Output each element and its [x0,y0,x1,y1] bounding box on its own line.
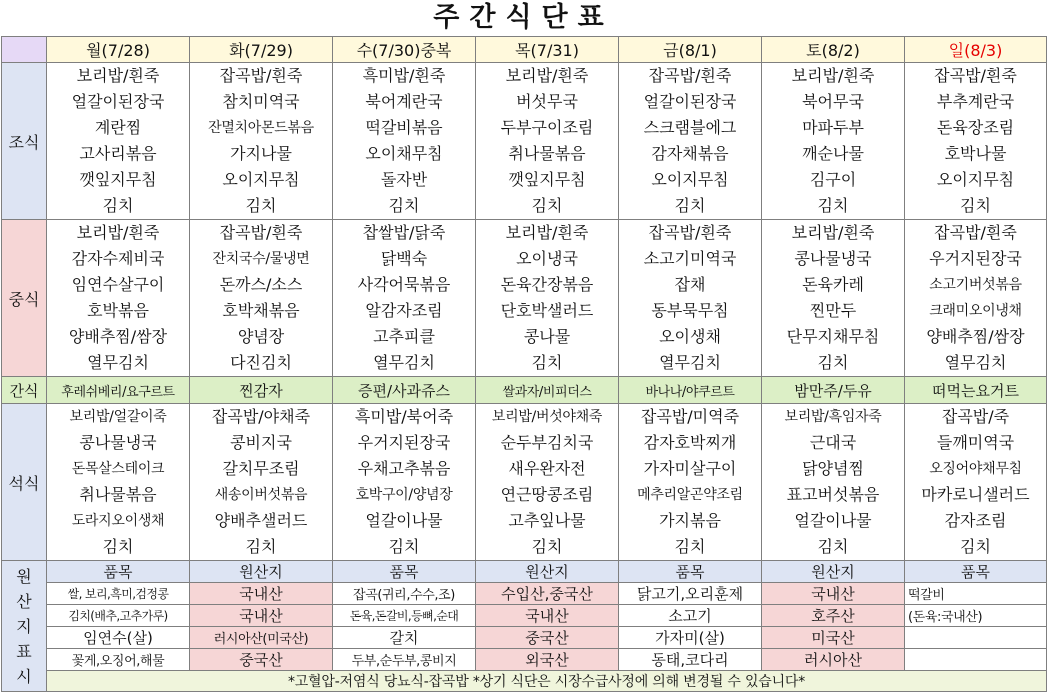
origin-country: 수입산,중국산 [476,583,619,605]
menu-item: 돈육장조림 [936,118,1015,137]
origin-country: 러시아산 [762,649,905,671]
menu-item: 버섯무국 [516,92,578,111]
day-header: 수(7/30)중복 [333,37,476,63]
menu-item: 잡곡밥/미역죽 [640,407,740,426]
origin-country: 호주산 [762,605,905,627]
menu-item: 갈치무조림 [222,459,300,478]
origin-header: 원산지 [762,561,905,583]
menu-item: 보리밥/흰죽 [505,223,589,242]
snack-cell: 떠먹는요거트 [905,377,1047,404]
menu-item: 보리밥/흰죽 [505,66,589,85]
menu-item: 오이냉국 [516,249,578,268]
meal-cell [762,404,905,561]
origin-item: 동태,코다리 [619,649,762,671]
menu-item: 얼갈이나물 [794,511,872,530]
menu-item: 콩나물냉국 [79,433,157,452]
origin-row [2,583,1047,605]
menu-item: 메추리알곤약조림 [637,487,743,503]
origin-label-text: 원 산 지 표 시 [16,566,32,686]
menu-item: 마카로니샐러드 [921,485,1030,504]
menu-item: 보리밥/흰죽 [76,66,160,85]
lunch-row [2,220,1047,377]
menu-item: 닭백숙 [380,249,428,268]
menu-item: 열무김치 [659,353,721,372]
menu-item: 보리밥/흰죽 [791,223,875,242]
menu-item: 김치 [531,537,563,556]
menu-item: 두부구이조림 [500,118,594,137]
origin-header: 품목 [333,561,476,583]
origin-item: 가자미(살) [619,627,762,649]
day-header: 목(7/31) [476,37,619,63]
menu-item: 근대국 [809,433,857,452]
snack-cell: 증편/사과쥬스 [333,377,476,404]
meal-cell [762,63,905,220]
meal-cell [476,220,619,377]
menu-item: 김치 [102,196,134,215]
origin-country: 러시아산(미국산) [190,627,333,649]
menu-item: 우채고추볶음 [357,459,451,478]
menu-item: 닭양념찜 [802,459,864,478]
menu-item: 크래미오이냉채 [929,303,1022,319]
meal-cell [333,404,476,561]
menu-item: 양배추찜/쌈장 [68,327,168,346]
menu-item: 단호박샐러드 [500,301,594,320]
meal-label-lunch: 중식 [2,220,47,377]
origin-item: 잡곡(귀리,수수,조) [333,583,476,605]
meal-label-snack: 간식 [2,377,47,404]
origin-header: 품목 [619,561,762,583]
menu-item: 김치 [960,196,991,215]
menu-item: 오이생채 [659,327,721,346]
menu-item: 고추잎나물 [508,511,586,530]
menu-item: 양념장 [237,327,285,346]
menu-item: 돈육간장볶음 [500,275,594,294]
menu-item: 오이채무침 [365,144,443,163]
day-header: 화(7/29) [190,37,333,63]
menu-item: 김치 [960,537,991,556]
meal-cell [476,404,619,561]
menu-item: 취나물볶음 [79,485,157,504]
menu-item: 새송이버섯볶음 [214,487,308,503]
menu-item: 양배추샐러드 [214,511,308,530]
meal-cell [619,63,762,220]
menu-item: 소고기버섯볶음 [929,277,1022,293]
meal-cell [333,63,476,220]
menu-item: 도라지오이생채 [71,513,165,529]
menu-item: 잡곡밥/흰죽 [219,66,303,85]
origin-header: 품목 [47,561,190,583]
menu-item: 잡곡밥/흰죽 [934,66,1017,85]
menu-item: 김치 [674,537,706,556]
origin-item: 쌀, 보리,흑미,검정콩 [47,583,190,605]
origin-item: 꽃게,오징어,해물 [47,649,190,671]
origin-country: 중국산 [476,627,619,649]
meal-cell [762,220,905,377]
meal-cell [190,220,333,377]
origin-item: (돈육:국내산) [905,605,1047,627]
menu-item: 참치미역국 [222,92,300,111]
menu-item: 고추피클 [373,327,435,346]
menu-item: 김치 [531,196,563,215]
day-header: 월(7/28) [47,37,190,63]
menu-item: 북어계란국 [365,92,443,111]
menu-item: 사각어묵볶음 [357,275,451,294]
menu-item: 돌자반 [380,170,428,189]
origin-item: 임연수(살) [47,627,190,649]
menu-item: 연근땅콩조림 [500,485,594,504]
menu-item: 다진김치 [230,353,292,372]
menu-item: 들깨미역국 [936,433,1015,452]
menu-item: 보리밥/버섯야채죽 [491,409,603,425]
menu-item: 잡곡밥/흰죽 [648,223,732,242]
menu-item: 양배추찜/쌈장 [926,327,1025,346]
origin-item: 두부,순두부,콩비지 [333,649,476,671]
footer-note: *고혈압-저염식 당뇨식-잡곡밥 *상기 식단은 시장수급사정에 의해 변경될 수 있습니다* [47,671,1047,692]
menu-item: 보리밥/얼갈이죽 [69,409,167,425]
menu-item: 깨순나물 [802,144,864,163]
menu-item: 흑미밥/북어죽 [354,407,454,426]
origin-item: 김치(배추,고추가루) [47,605,190,627]
menu-item: 콩나물 [523,327,571,346]
menu-item: 잡곡밥/흰죽 [219,223,303,242]
meal-cell [476,63,619,220]
origin-country: 중국산 [190,649,333,671]
day-header-sunday: 일(8/3) [905,37,1047,63]
menu-item: 김치 [817,537,849,556]
menu-item: 동부묵무침 [651,301,729,320]
menu-item: 부추계란국 [936,92,1015,111]
origin-item [905,627,1047,649]
origin-country: 외국산 [476,649,619,671]
footer-row [2,671,1047,692]
menu-item: 깻잎지무침 [508,170,586,189]
day-header: 토(8/2) [762,37,905,63]
menu-item: 찐만두 [809,301,857,320]
meal-cell [619,404,762,561]
menu-item: 가자미살구이 [643,459,737,478]
menu-item: 오이지무침 [222,170,300,189]
menu-item: 얼갈이나물 [365,511,443,530]
menu-item: 마파두부 [802,118,864,137]
menu-item: 취나물볶음 [508,144,586,163]
snack-row [2,377,1047,404]
menu-item: 소고기미역국 [643,249,737,268]
menu-item: 우거지된장국 [357,433,451,452]
origin-country: 국내산 [190,583,333,605]
origin-header: 품목 [905,561,1047,583]
origin-row [2,627,1047,649]
day-header-row [2,37,1047,63]
menu-item: 떡갈비볶음 [365,118,443,137]
menu-item: 돈육카레 [802,275,864,294]
meal-label-dinner: 석식 [2,404,47,561]
meal-cell [905,63,1047,220]
page-title: 주간식단표 [433,2,614,33]
menu-item: 호박나물 [944,144,1007,163]
menu-item: 깻잎지무침 [79,170,157,189]
snack-cell: 밤만주/두유 [762,377,905,404]
menu-item: 흑미밥/흰죽 [362,66,446,85]
menu-item: 김치 [102,537,134,556]
menu-item: 새우완자전 [508,459,586,478]
menu-item: 잡채 [674,275,706,294]
breakfast-row [2,63,1047,220]
meal-cell [190,63,333,220]
menu-item: 잡곡밥/흰죽 [648,66,732,85]
menu-item: 가지볶음 [659,511,721,530]
menu-item: 알감자조림 [365,301,443,320]
menu-item: 잡곡밥/흰죽 [934,223,1017,242]
menu-item: 보리밥/흑임자죽 [784,409,882,425]
menu-item: 감자조림 [944,511,1007,530]
origin-row [2,649,1047,671]
menu-item: 호박볶음 [87,301,149,320]
menu-item: 김치 [531,353,563,372]
menu-item: 김치 [388,196,420,215]
menu-item: 호박채볶음 [222,301,300,320]
menu-item: 김치 [245,537,277,556]
origin-row [2,605,1047,627]
menu-item: 콩나물냉국 [794,249,872,268]
menu-item: 감자호박찌개 [643,433,737,452]
menu-item: 돈목살스테이크 [71,461,165,477]
origin-header-row [2,561,1047,583]
menu-item: 우거지된장국 [929,249,1022,268]
menu-item: 김치 [817,353,849,372]
menu-item: 얼갈이된장국 [643,92,737,111]
menu-item: 콩비지국 [230,433,292,452]
menu-item: 오이지무침 [651,170,729,189]
dinner-row [2,404,1047,561]
menu-item: 찹쌀밥/닭죽 [362,223,446,242]
menu-item: 순두부김치국 [500,433,594,452]
menu-item: 계란찜 [94,118,142,137]
menu-item: 표고버섯볶음 [786,485,880,504]
origin-country: 국내산 [762,583,905,605]
origin-item: 닭고기,오리훈제 [619,583,762,605]
menu-item: 김치 [388,537,420,556]
origin-header: 원산지 [476,561,619,583]
snack-cell: 찐감자 [190,377,333,404]
meal-cell [47,220,190,377]
menu-item: 단무지채무침 [786,327,880,346]
origin-item: 돈육,돈갈비,등뼈,순대 [333,605,476,627]
menu-item: 스크램블에그 [643,118,737,137]
menu-item: 잔치국수/물냉면 [212,251,310,267]
snack-cell: 바나나/야쿠르트 [619,377,762,404]
menu-item: 열무김치 [87,353,149,372]
menu-item: 김치 [245,196,277,215]
origin-item: 갈치 [333,627,476,649]
origin-label [2,561,47,692]
menu-item: 임연수살구이 [71,275,165,294]
menu-item: 오징어야채무침 [929,461,1022,477]
menu-item: 돈까스/소스 [219,275,303,294]
menu-item: 잔멸치아몬드볶음 [208,120,314,136]
meal-label-breakfast: 조식 [2,63,47,220]
origin-country: 미국산 [762,627,905,649]
menu-item: 김구이 [809,170,857,189]
menu-item: 오이지무침 [936,170,1015,189]
menu-item: 보리밥/흰죽 [791,66,875,85]
origin-item: 소고기 [619,605,762,627]
menu-item: 얼갈이된장국 [71,92,165,111]
menu-item: 잡곡밥/죽 [941,407,1010,426]
menu-item: 보리밥/흰죽 [76,223,160,242]
menu-item: 북어무국 [802,92,864,111]
meal-cell [905,220,1047,377]
menu-item: 고사리볶음 [79,144,157,163]
origin-country: 국내산 [190,605,333,627]
weekly-menu-table [1,36,1047,692]
menu-item: 감자수제비국 [71,249,165,268]
meal-cell [190,404,333,561]
meal-cell [619,220,762,377]
menu-item: 호박구이/양념장 [355,487,453,503]
meal-cell [333,220,476,377]
menu-item: 열무김치 [373,353,435,372]
origin-item [905,649,1047,671]
menu-item: 잡곡밥/야채죽 [211,407,311,426]
menu-item: 김치 [817,196,849,215]
origin-country: 국내산 [476,605,619,627]
header-corner [2,37,47,63]
menu-item: 가지나물 [230,144,292,163]
snack-cell: 후레쉬베리/요구르트 [47,377,190,404]
meal-cell [47,404,190,561]
menu-item: 감자채볶음 [651,144,729,163]
meal-cell [905,404,1047,561]
menu-item: 김치 [674,196,706,215]
origin-header: 원산지 [190,561,333,583]
meal-cell [47,63,190,220]
origin-item: 떡갈비 [905,583,1047,605]
day-header: 금(8/1) [619,37,762,63]
menu-item: 열무김치 [944,353,1007,372]
snack-cell: 쌀과자/비피더스 [476,377,619,404]
